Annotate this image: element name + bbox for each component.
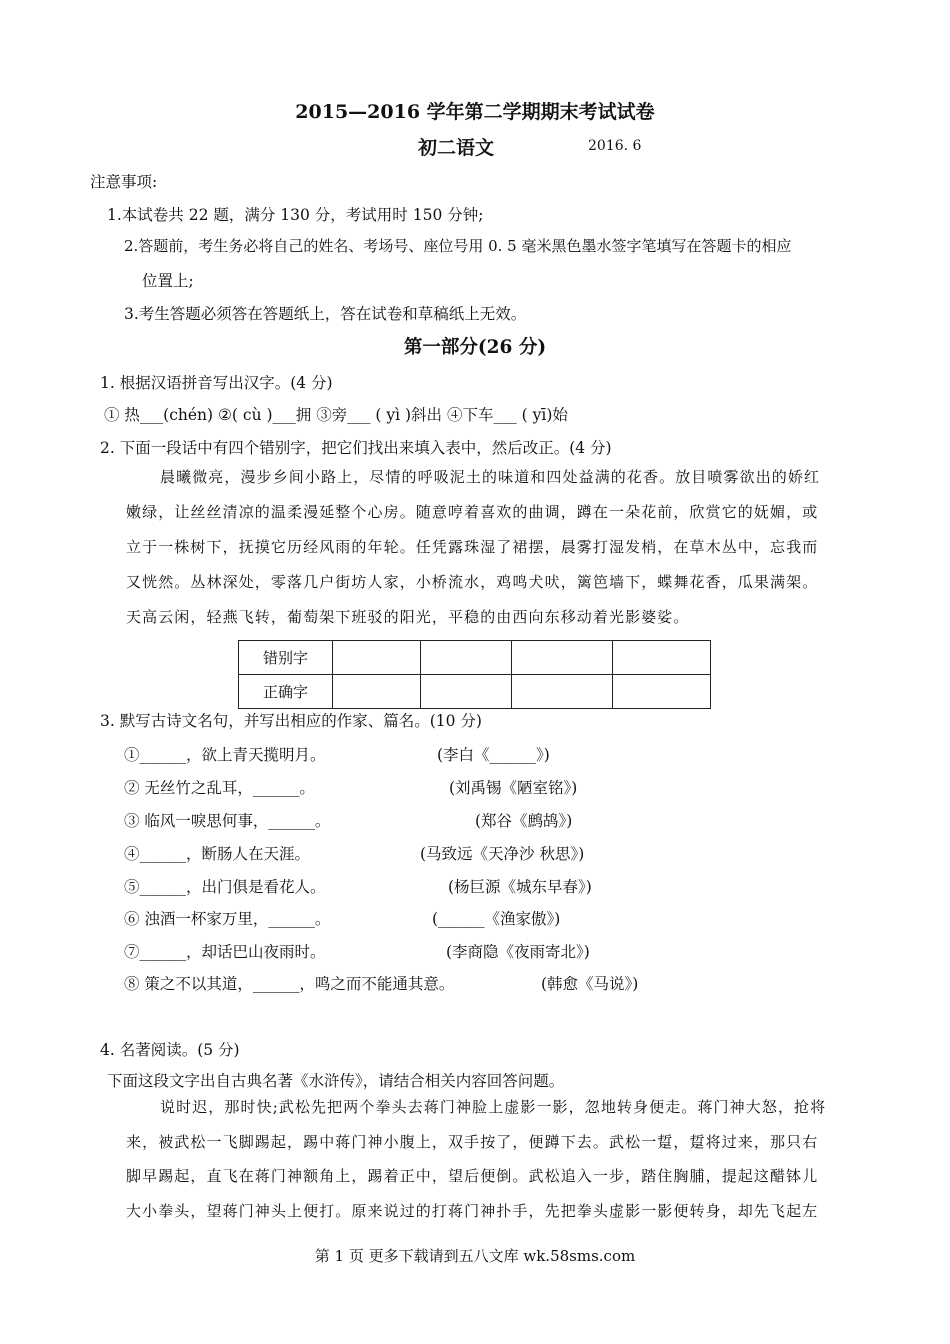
poem-source: (马致远《天净沙 秋思》) [420, 845, 585, 863]
notice-heading: 注意事项: [90, 173, 158, 191]
correction-table [238, 640, 711, 709]
part-heading: 第一部分(26 分) [403, 337, 547, 358]
answer-cell[interactable] [613, 641, 711, 675]
passage-line: 又恍然。丛林深处，零落几户街坊人家，小桥流水，鸡鸣犬吠，篱笆墙下，蝶舞花香，瓜果满架。 [126, 573, 819, 591]
table-row [239, 675, 711, 709]
answer-cell[interactable] [333, 675, 421, 709]
poem-line: ①______，欲上青天揽明月。 [124, 746, 326, 764]
passage-line: 来，被武松一飞脚踢起，踢中蒋门神小腹上，双手按了，便蹲下去。武松一踅，踅将过来，那只右 [126, 1132, 819, 1151]
answer-cell[interactable] [421, 675, 512, 709]
question-intro: 下面这段文字出自古典名著《水浒传》，请结合相关内容回答问题。 [107, 1072, 565, 1090]
exam-date: 2016. 6 [588, 138, 642, 154]
poem-source: (郑谷《鹧鸪》) [475, 812, 573, 830]
passage-line: 嫩绿，让丝丝清凉的温柔漫延整个心房。随意哼着喜欢的曲调，蹲在一朵花前，欣赏它的妩媚，或 [126, 503, 819, 521]
passage-line: 大小拳头，望蒋门神头上便打。原来说过的打蒋门神扑手，先把拳头虚影一影便转身，却先飞起左 [126, 1201, 819, 1220]
poem-source: (杨巨源《城东早春》) [448, 878, 592, 896]
poem-source: (韩愈《马说》) [541, 975, 639, 993]
question-prompt: 3. 默写古诗文名句，并写出相应的作家、篇名。(10 分) [100, 712, 482, 730]
poem-line: ⑥ 浊酒一杯家万里，______。 [124, 910, 331, 928]
table-row [239, 641, 711, 675]
poem-line: ⑤______，出门俱是看花人。 [124, 878, 326, 896]
notice-item: 2.答题前，考生务必将自己的姓名、考场号、座位号用 0. 5 毫米黑色墨水签字笔填写在答题卡的相应 [124, 237, 792, 255]
question-prompt: 2. 下面一段话中有四个错别字，把它们找出来填入表中，然后改正。(4 分) [100, 439, 612, 457]
question-prompt: 1. 根据汉语拼音写出汉字。(4 分) [100, 374, 333, 392]
passage-line: 晨曦微亮，漫步乡间小路上，尽情的呼吸泥土的味道和四处益满的花香。放目喷雾欲出的娇红 [160, 468, 821, 486]
notice-item: 1.本试卷共 22 题，满分 130 分，考试用时 150 分钟; [107, 206, 484, 224]
table-header-cell: 错别字 [239, 641, 333, 675]
poem-line: ⑧ 策之不以其道，______，鸣之而不能通其意。 [124, 975, 455, 993]
poem-line: ④______，断肠人在天涯。 [124, 845, 311, 863]
exam-title: 2015—2016 学年第二学期期末考试试卷 [295, 101, 655, 123]
page-footer: 第 1 页 更多下载请到五八文库 wk.58sms.com [314, 1247, 636, 1265]
poem-source: (______《渔家傲》) [432, 910, 561, 928]
notice-item: 位置上; [142, 272, 194, 290]
answer-cell[interactable] [613, 675, 711, 709]
passage-line: 脚早踢起，直飞在蒋门神额角上，踢着正中，望后便倒。武松追入一步，踏住胸脯，提起这醋钵儿 [126, 1167, 819, 1185]
passage-line: 说时迟，那时快;武松先把两个拳头去蒋门神脸上虚影一影，忽地转身便走。蒋门神大怒，抢将 [160, 1098, 827, 1116]
poem-line: ⑦______，却话巴山夜雨时。 [124, 943, 326, 961]
poem-line: ③ 临风一唳思何事，______。 [124, 812, 331, 830]
notice-item: 3.考生答题必须答在答题纸上，答在试卷和草稿纸上无效。 [124, 305, 527, 323]
poem-source: (李白《______》) [437, 746, 550, 764]
question-prompt: 4. 名著阅读。(5 分) [100, 1041, 240, 1059]
answer-cell[interactable] [512, 641, 613, 675]
passage-line: 立于一株树下，抚摸它历经风雨的年轮。任凭露珠湿了裙摆，晨雾打湿发梢，在草木丛中，忘我而 [126, 538, 819, 556]
passage [126, 1090, 858, 1228]
poem-line: ② 无丝竹之乱耳，______。 [124, 779, 315, 797]
answer-cell[interactable] [333, 641, 421, 675]
poem-source: (李商隐《夜雨寄北》) [446, 943, 590, 961]
pinyin-question-line: ① 热___(chén) ②( cù )___拥 ③旁___ ( yì )斜出 ④下车___ ( yī)始 [104, 406, 568, 424]
poem-source: (刘禹锡《陋室铭》) [449, 779, 578, 797]
passage-line: 天高云闲，轻燕飞转，葡萄架下班驳的阳光，平稳的由西向东移动着光影婆娑。 [126, 608, 690, 626]
answer-cell[interactable] [512, 675, 613, 709]
subject-title: 初二语文 [418, 137, 495, 159]
answer-cell[interactable] [421, 641, 512, 675]
table-header-cell: 正确字 [239, 675, 333, 709]
passage [126, 460, 858, 635]
